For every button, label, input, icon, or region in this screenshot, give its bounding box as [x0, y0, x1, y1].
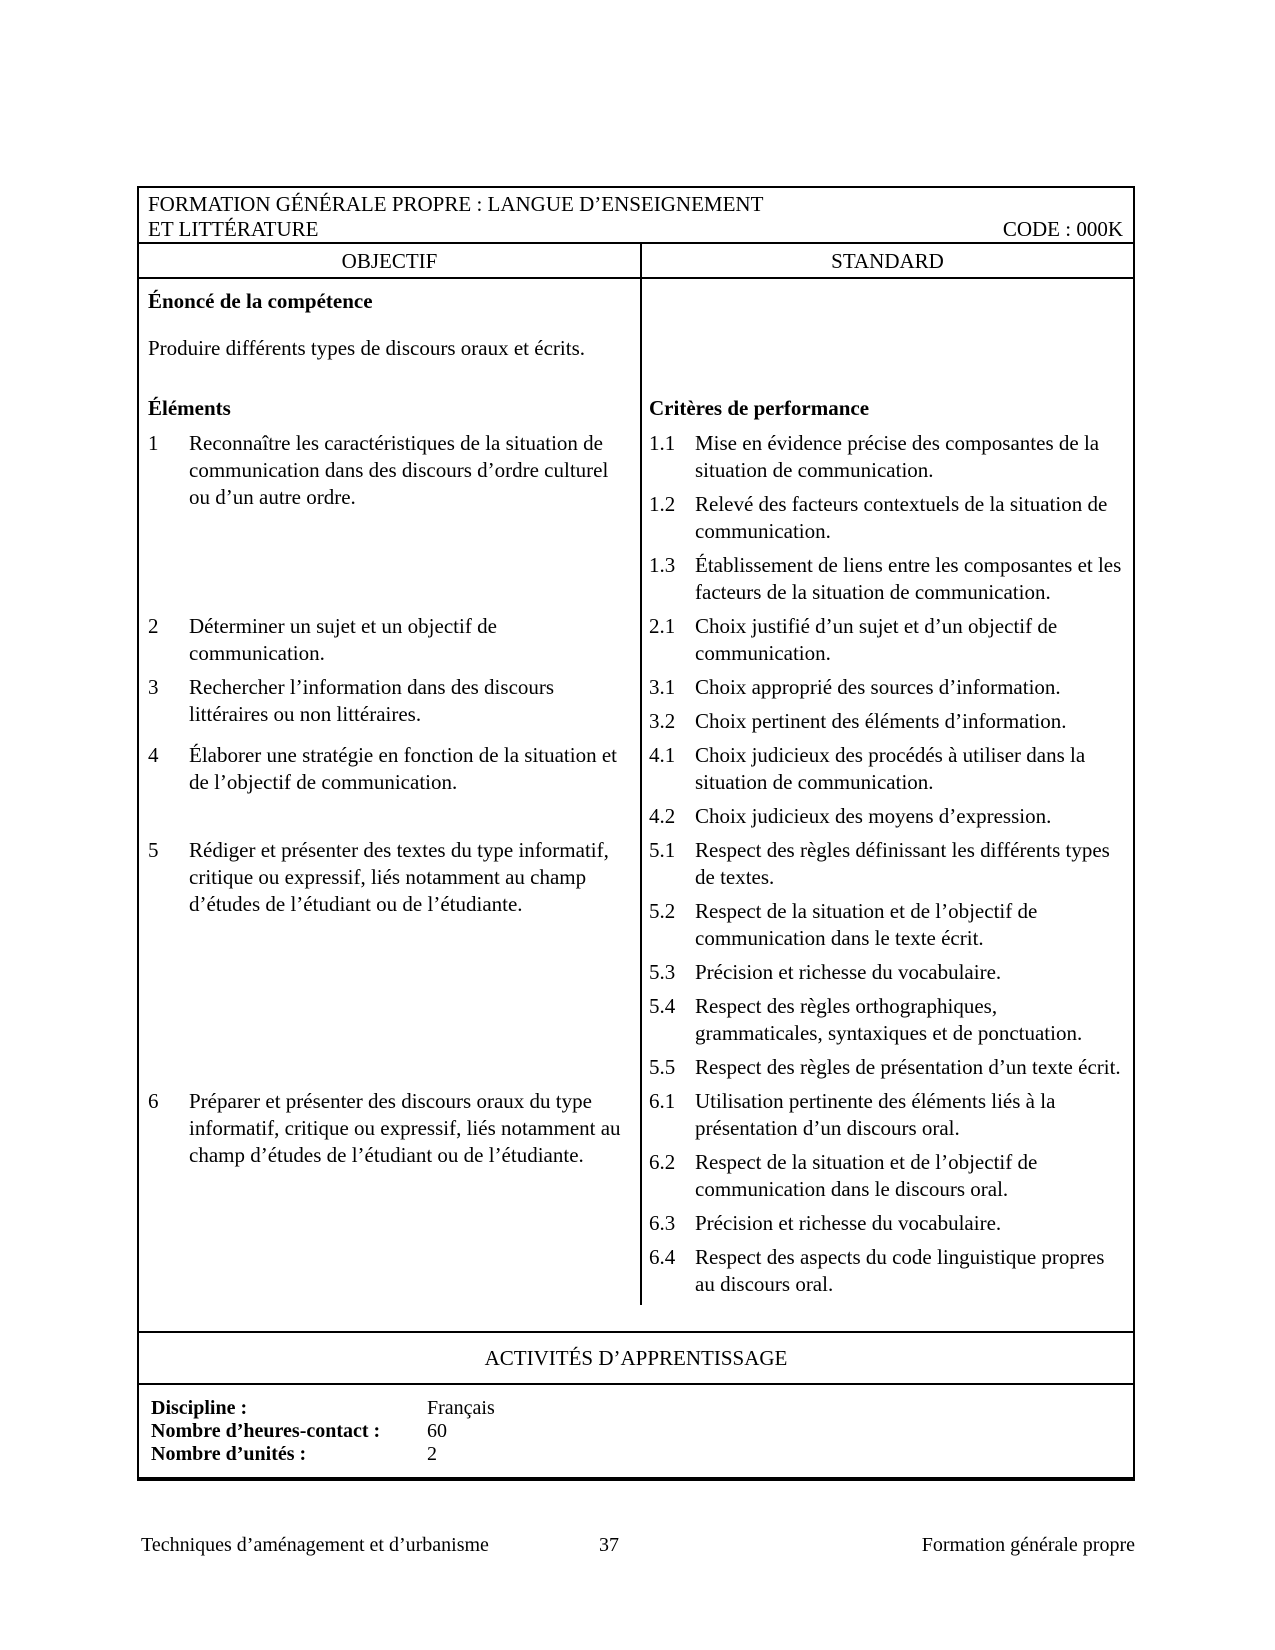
criterion-text: Précision et richesse du vocabulaire.: [695, 1211, 1002, 1235]
criteria-group: [640, 430, 1133, 613]
criterion-item: [649, 708, 1123, 735]
column-header-standard: STANDARD: [640, 244, 1133, 277]
footer-program: Techniques d’aménagement et d’urbanisme: [141, 1534, 489, 1556]
discipline-label: Discipline :: [151, 1397, 248, 1419]
criterion-number: 1.1: [649, 431, 676, 455]
criterion-item: [649, 1244, 1123, 1298]
element-number: 2: [148, 614, 159, 638]
element-cell: [139, 613, 640, 674]
criteria-group: [640, 1088, 1133, 1305]
element-cell: [139, 430, 640, 613]
criterion-number: 3.2: [649, 709, 676, 733]
criterion-item: [649, 1149, 1123, 1203]
competence-statement: Produire différents types de discours oraux et écrits.: [148, 336, 585, 360]
criterion-number: 1.3: [649, 553, 676, 577]
criterion-text: Choix approprié des sources d’information.: [695, 675, 1061, 699]
criterion-text: Relevé des facteurs contextuels de la situation de communication.: [695, 492, 1108, 543]
criterion-text: Respect de la situation et de l’objectif de communication dans le texte écrit.: [695, 899, 1038, 950]
criteria-group: [640, 674, 1133, 742]
criterion-item: [649, 430, 1123, 484]
footer-section: Formation générale propre: [921, 1534, 1135, 1556]
competence-heading: Énoncé de la compétence: [148, 289, 373, 313]
units-value: 2: [427, 1443, 437, 1465]
criterion-item: [649, 993, 1123, 1047]
element-number: 4: [148, 743, 159, 767]
criteria-group: [640, 613, 1133, 674]
criterion-item: [649, 803, 1123, 830]
element-item: [148, 837, 626, 918]
criterion-text: Respect des règles orthographiques, grammaticales, syntaxiques et de ponctuation.: [695, 994, 1083, 1045]
criteria-group: [640, 742, 1133, 837]
units-field: [151, 1443, 1121, 1466]
criterion-text: Respect de la situation et de l’objectif de communication dans le discours oral.: [695, 1150, 1038, 1201]
element-number: 1: [148, 431, 159, 455]
criterion-item: [649, 742, 1123, 796]
criterion-item: [649, 1210, 1123, 1237]
criterion-item: [649, 1088, 1123, 1142]
element-item: [148, 430, 626, 511]
criterion-number: 3.1: [649, 675, 676, 699]
element-number: 3: [148, 675, 159, 699]
criterion-text: Respect des aspects du code linguistique propres au discours oral.: [695, 1245, 1105, 1296]
contact-hours-label: Nombre d’heures-contact :: [151, 1420, 381, 1442]
column-headers-row: [139, 242, 1133, 277]
criterion-item: [649, 898, 1123, 952]
criterion-number: 4.2: [649, 804, 676, 828]
criterion-text: Établissement de liens entre les composantes et les facteurs de la situation de communication.: [695, 553, 1122, 604]
criterion-text: Choix judicieux des procédés à utiliser dans la situation de communication.: [695, 743, 1086, 794]
criterion-text: Choix justifié d’un sujet et d’un objectif de communication.: [695, 614, 1058, 665]
page-footer: [137, 1532, 1135, 1560]
criterion-text: Respect des règles de présentation d’un texte écrit.: [695, 1055, 1121, 1079]
criterion-text: Choix pertinent des éléments d’information.: [695, 709, 1067, 733]
criteria-header-cell: [640, 279, 1133, 430]
contact-hours-field: [151, 1420, 1121, 1443]
contact-hours-value: 60: [427, 1420, 447, 1442]
activities-fields: [139, 1383, 1133, 1477]
criterion-number: 5.1: [649, 838, 676, 862]
column-header-objectif: OBJECTIF: [341, 249, 438, 273]
criterion-number: 5.3: [649, 960, 676, 984]
footer-page-number: 37: [599, 1534, 619, 1556]
criterion-text: Précision et richesse du vocabulaire.: [695, 960, 1002, 984]
course-title-block: [139, 188, 1133, 242]
element-item: [148, 613, 626, 667]
criterion-number: 6.2: [649, 1150, 676, 1174]
element-item: [148, 674, 626, 728]
competence-header-cell: [139, 279, 640, 430]
elements-heading: Éléments: [148, 396, 231, 420]
course-code: CODE : 000K: [1002, 217, 1123, 241]
criterion-number: 6.3: [649, 1211, 676, 1235]
element-cell: [139, 742, 640, 837]
criteria-group: [640, 837, 1133, 1088]
element-text: Déterminer un sujet et un objectif de communication.: [189, 614, 497, 665]
element-number: 5: [148, 838, 159, 862]
criteria-heading: Critères de performance: [649, 396, 870, 420]
course-title-line1: FORMATION GÉNÉRALE PROPRE : LANGUE D’ENSEIGNEMENT: [148, 192, 764, 216]
criterion-number: 2.1: [649, 614, 676, 638]
element-item: [148, 742, 626, 796]
activities-header: ACTIVITÉS D’APPRENTISSAGE: [139, 1331, 1133, 1383]
criterion-text: Mise en évidence précise des composantes de la situation de communication.: [695, 431, 1100, 482]
course-title-line2: ET LITTÉRATURE: [148, 217, 319, 241]
element-item: [148, 1088, 626, 1169]
criterion-number: 5.5: [649, 1055, 676, 1079]
criterion-number: 1.2: [649, 492, 676, 516]
element-text: Reconnaître les caractéristiques de la situation de communication dans des discours d’ordre culturel ou d’un autre ordre.: [189, 431, 609, 509]
criterion-number: 5.4: [649, 994, 676, 1018]
objectif-standard-body: [139, 277, 1133, 1331]
criterion-item: [649, 959, 1123, 986]
element-number: 6: [148, 1089, 159, 1113]
criterion-number: 5.2: [649, 899, 676, 923]
element-text: Élaborer une stratégie en fonction de la situation et de l’objectif de communication.: [189, 743, 618, 794]
criterion-item: [649, 491, 1123, 545]
element-text: Préparer et présenter des discours oraux du type informatif, critique ou expressif, liés notamment au champ d’études de l’étudiant ou de l’étudiante.: [189, 1089, 621, 1167]
criterion-number: 6.1: [649, 1089, 676, 1113]
course-table: [137, 186, 1135, 1481]
element-cell: [139, 837, 640, 1088]
element-text: Rechercher l’information dans des discours littéraires ou non littéraires.: [189, 675, 555, 726]
criterion-text: Respect des règles définissant les différents types de textes.: [695, 838, 1110, 889]
element-cell: [139, 1088, 640, 1305]
element-cell: [139, 674, 640, 742]
criterion-text: Choix judicieux des moyens d’expression.: [695, 804, 1052, 828]
units-label: Nombre d’unités :: [151, 1443, 307, 1465]
discipline-value: Français: [427, 1397, 495, 1419]
criterion-text: Utilisation pertinente des éléments liés à la présentation d’un discours oral.: [695, 1089, 1056, 1140]
element-text: Rédiger et présenter des textes du type informatif, critique ou expressif, liés notamment au champ d’études de l’étudiant ou de l’étudiante.: [189, 838, 609, 916]
criterion-item: [649, 613, 1123, 667]
criterion-item: [649, 552, 1123, 606]
discipline-field: [151, 1397, 1121, 1420]
criterion-number: 4.1: [649, 743, 676, 767]
criterion-item: [649, 1054, 1123, 1081]
criterion-number: 6.4: [649, 1245, 676, 1269]
criterion-item: [649, 674, 1123, 701]
criterion-item: [649, 837, 1123, 891]
